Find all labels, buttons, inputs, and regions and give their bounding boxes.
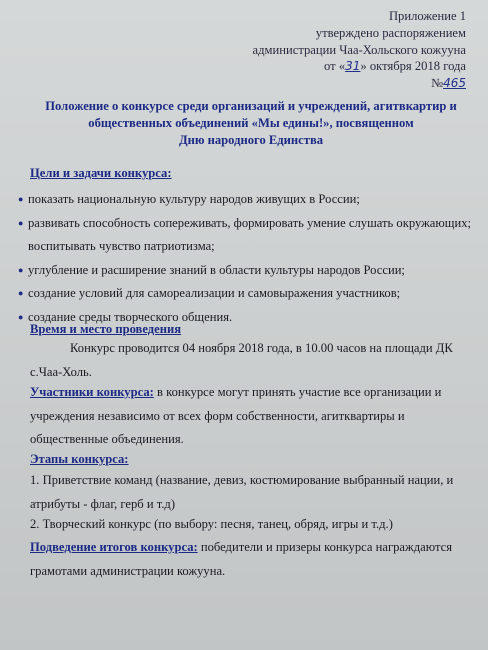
list-item: ● создание условий для самореализации и самовыражения участников; xyxy=(18,282,478,306)
bullet-icon: ● xyxy=(18,264,24,275)
appendix-date xyxy=(253,58,466,75)
results-text: победители и призеры конкурса награждаются грамотами администрации кожууна. xyxy=(30,540,452,578)
appendix-block xyxy=(253,8,466,92)
title-line: общественных объединений «Мы едины!», посвященном xyxy=(88,115,414,130)
bullet-icon: ● xyxy=(18,288,24,298)
bullet-icon: ● xyxy=(18,311,24,322)
list-item: ● показать национальную культуру народов живущих в России; xyxy=(18,188,478,212)
bullet-icon: ● xyxy=(18,194,24,204)
stages-heading: Этапы конкурса: xyxy=(30,452,129,466)
title-line: Положение о конкурсе среди организаций и учреждений, агитвкартир и xyxy=(45,99,457,113)
participants-text: в конкурсе могут принять участие все организации и учреждения независимо от всех форм собственности, агитквартиры и общественные объединения. xyxy=(30,385,442,446)
stage-item: 1. Приветствие команд (название, девиз, костюмирование выбранный нации, и атрибуты - флаг, герб и т.д) xyxy=(30,473,454,511)
appendix-number xyxy=(253,75,466,92)
date-suffix: » октября 2018 года xyxy=(360,59,466,74)
title-line: Дню народного Единства xyxy=(178,132,324,147)
bullet-icon: ● xyxy=(18,217,24,228)
date-prefix: от « xyxy=(324,59,346,74)
participants-heading: Участники конкурса: xyxy=(30,385,154,399)
goals-list xyxy=(18,188,478,329)
list-item: ● создание среды творческого общения. xyxy=(18,306,478,330)
list-item: ● развивать способность сопереживать, формировать умение слушать окружающих; воспитывать чувство патриотизма; xyxy=(18,212,478,259)
goals-heading: Цели и задачи конкурса: xyxy=(30,166,172,180)
document-title xyxy=(30,98,472,148)
appendix-line: Приложение 1 xyxy=(388,9,466,23)
stage-item: 2. Творческий конкурс (по выбору: песня, танец, обряд, игры и т.д.) xyxy=(30,517,393,531)
time-place-heading: Время и место проведения xyxy=(30,322,182,336)
results-heading: Подведение итогов конкурса: xyxy=(30,540,198,554)
participants-paragraph xyxy=(30,381,466,452)
list-item: ● углубление и расширение знаний в области культуры народов России; xyxy=(18,259,478,283)
appendix-line: администрации Чаа-Хольского кожууна xyxy=(252,42,466,57)
appendix-line: утверждено распоряжением xyxy=(315,25,466,40)
time-place-text: Конкурс проводится 04 ноября 2018 года, в 10.00 часов на площади ДК с.Чаа-Холь. xyxy=(30,341,453,379)
date-day-handwritten: 31 xyxy=(345,59,361,74)
number-prefix: № xyxy=(431,76,444,91)
results-paragraph xyxy=(30,536,466,583)
number-handwritten: 465 xyxy=(443,76,466,91)
